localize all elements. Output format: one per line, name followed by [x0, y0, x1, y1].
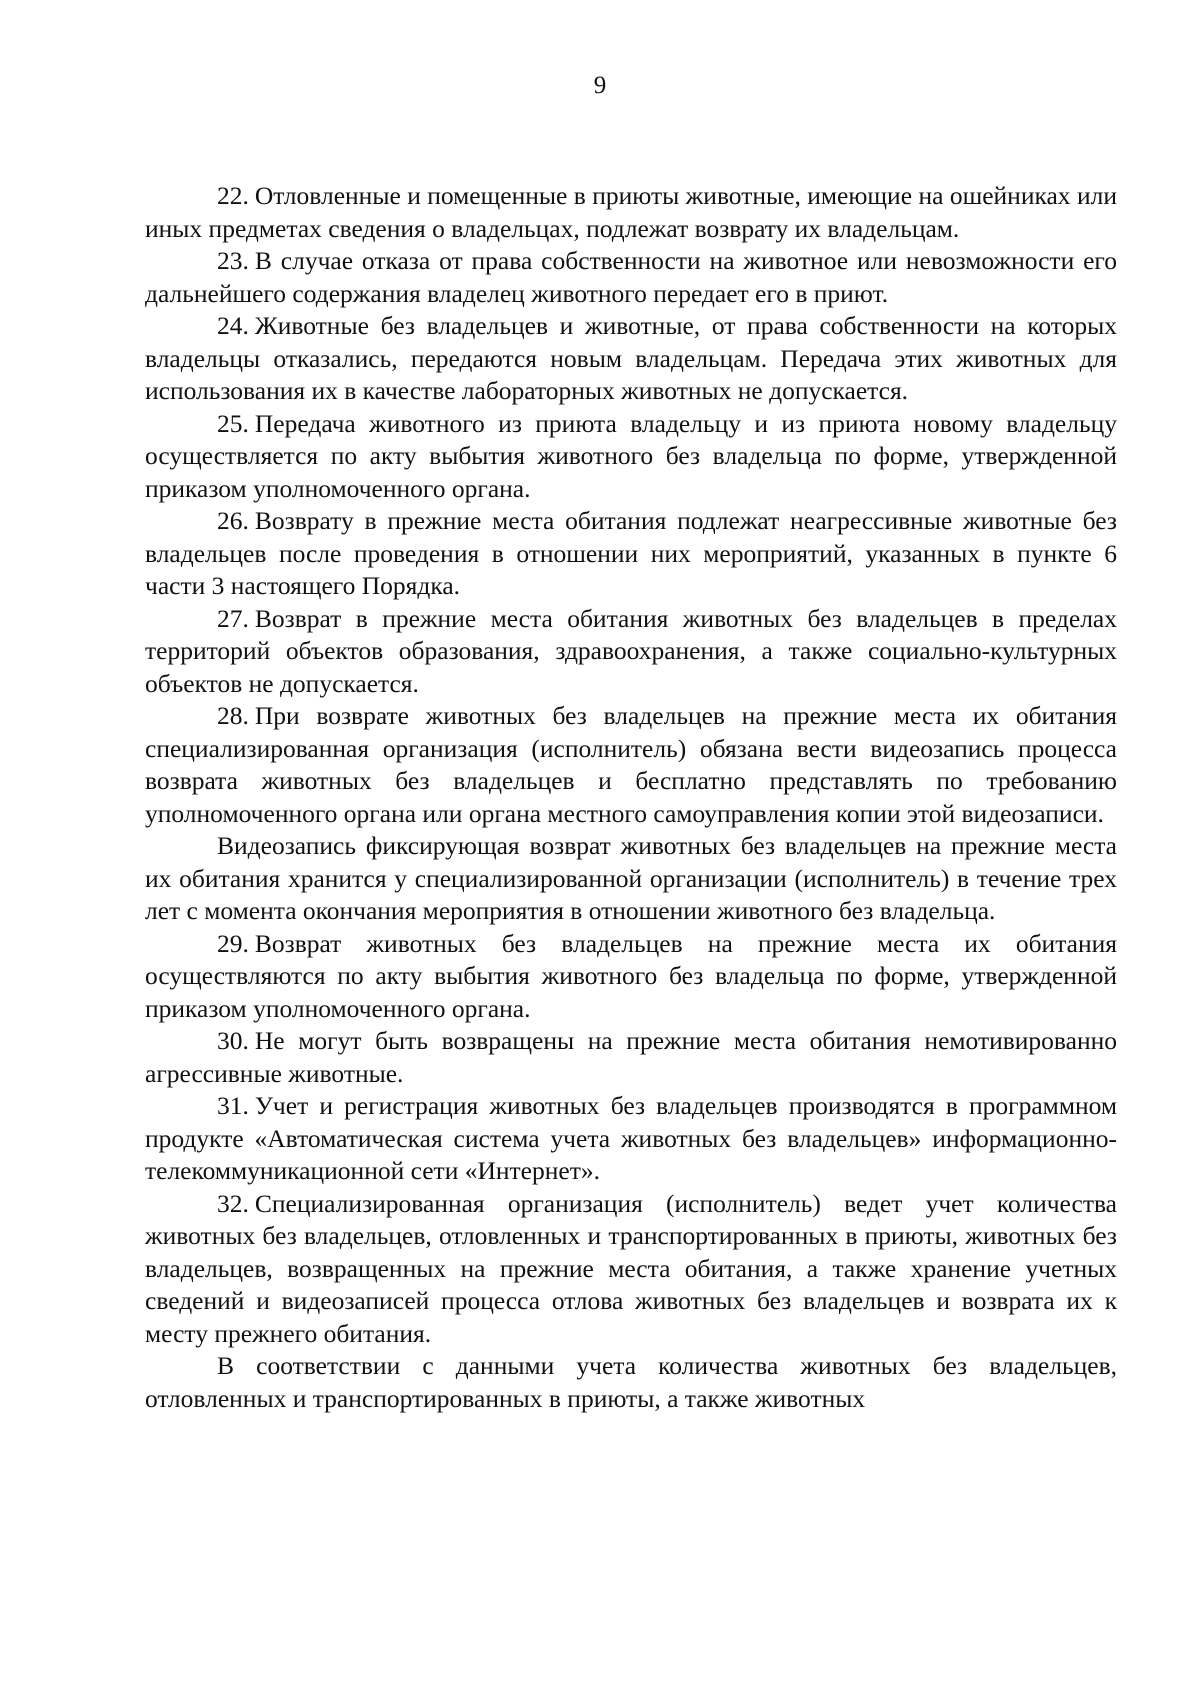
paragraph-23 [145, 245, 1117, 310]
paragraph-text: Возврат в прежние места обитания животных без владельцев в пределах территорий объектов образования, здравоохранения, а также социально-культурных объектов не допускается. [145, 603, 1117, 698]
paragraph-26 [145, 505, 1117, 603]
paragraph-22 [145, 180, 1117, 245]
paragraph-number: 31. [217, 1091, 249, 1120]
paragraph-number: 32. [217, 1188, 249, 1218]
paragraph-31 [145, 1090, 1117, 1188]
paragraph-text: Возврат животных без владельцев на прежние места их обитания осуществляются по акту выбытия животного без владельца по форме, утвержденной приказом уполномоченного органа. [145, 928, 1117, 1023]
paragraph-30 [145, 1025, 1117, 1090]
paragraph-28 [145, 700, 1117, 830]
paragraph-32-continuation [145, 1350, 1117, 1415]
paragraph-number: 23. [217, 246, 249, 275]
paragraph-text: В случае отказа от права собственности на животное или невозможности его дальнейшего содержания владелец животного передает его в приют. [145, 246, 1117, 308]
paragraph-28-continuation [145, 830, 1117, 928]
paragraph-text: При возврате животных без владельцев на прежние места их обитания специализированная организация (исполнитель) обязана вести видеозапись процесса возврата животных без владельцев и бесплатно представлять по требованию уполномоченного органа или органа местного самоуправления копии этой видеозаписи. [145, 701, 1117, 828]
paragraph-number: 22. [217, 181, 249, 210]
paragraph-number: 25. [217, 408, 249, 438]
paragraph-27 [145, 603, 1117, 701]
paragraph-text: Передача животного из приюта владельцу и из приюта новому владельцу осуществляется по акту выбытия животного без владельца по форме, утвержденной приказом уполномоченного органа. [145, 408, 1117, 503]
paragraph-text: Видеозапись фиксирующая возврат животных без владельцев на прежние места их обитания хранится у специализированной организации (исполнитель) в течение трех лет с момента окончания мероприятия в отношении животного без владельца. [145, 831, 1117, 925]
paragraph-number: 28. [217, 701, 249, 730]
paragraph-number: 30. [217, 1026, 249, 1055]
paragraph-text: Учет и регистрация животных без владельцев производятся в программном продукте «Автоматическая система учета животных без владельцев» информационно-телекоммуникационной сети «Интернет». [145, 1091, 1117, 1185]
page-number: 9 [593, 72, 607, 99]
paragraph-number: 29. [217, 928, 249, 958]
paragraph-24 [145, 310, 1117, 408]
paragraph-text: Специализированная организация (исполнитель) ведет учет количества животных без владельцев, отловленных и транспортированных в приюты, животных без владельцев, возвращенных на прежние места обитания, а также хранение учетных сведений и видеозаписей процесса отлова животных без владельцев и возврата их к месту прежнего обитания. [145, 1188, 1117, 1348]
paragraph-25 [145, 408, 1117, 506]
paragraph-32 [145, 1188, 1117, 1351]
document-body [145, 180, 1117, 1415]
paragraph-29 [145, 928, 1117, 1026]
paragraph-text: Не могут быть возвращены на прежние места обитания немотивированно агрессивные животные. [145, 1026, 1117, 1088]
paragraph-text: Отловленные и помещенные в приюты животные, имеющие на ошейниках или иных предметах сведения о владельцах, подлежат возврату их владельцам. [145, 181, 1117, 243]
paragraph-text: В соответствии с данными учета количества животных без владельцев, отловленных и транспортированных в приюты, а также животных [145, 1351, 1117, 1413]
paragraph-text: Животные без владельцев и животные, от права собственности на которых владельцы отказались, передаются новым владельцам. Передача этих животных для использования их в качестве лабораторных животных не допускается. [145, 311, 1117, 405]
paragraph-number: 26. [217, 506, 249, 535]
paragraph-number: 24. [217, 311, 249, 340]
paragraph-number: 27. [217, 603, 249, 633]
paragraph-text: Возврату в прежние места обитания подлежат неагрессивные животные без владельцев после проведения в отношении них мероприятий, указанных в пункте 6 части 3 настоящего Порядка. [145, 506, 1117, 600]
